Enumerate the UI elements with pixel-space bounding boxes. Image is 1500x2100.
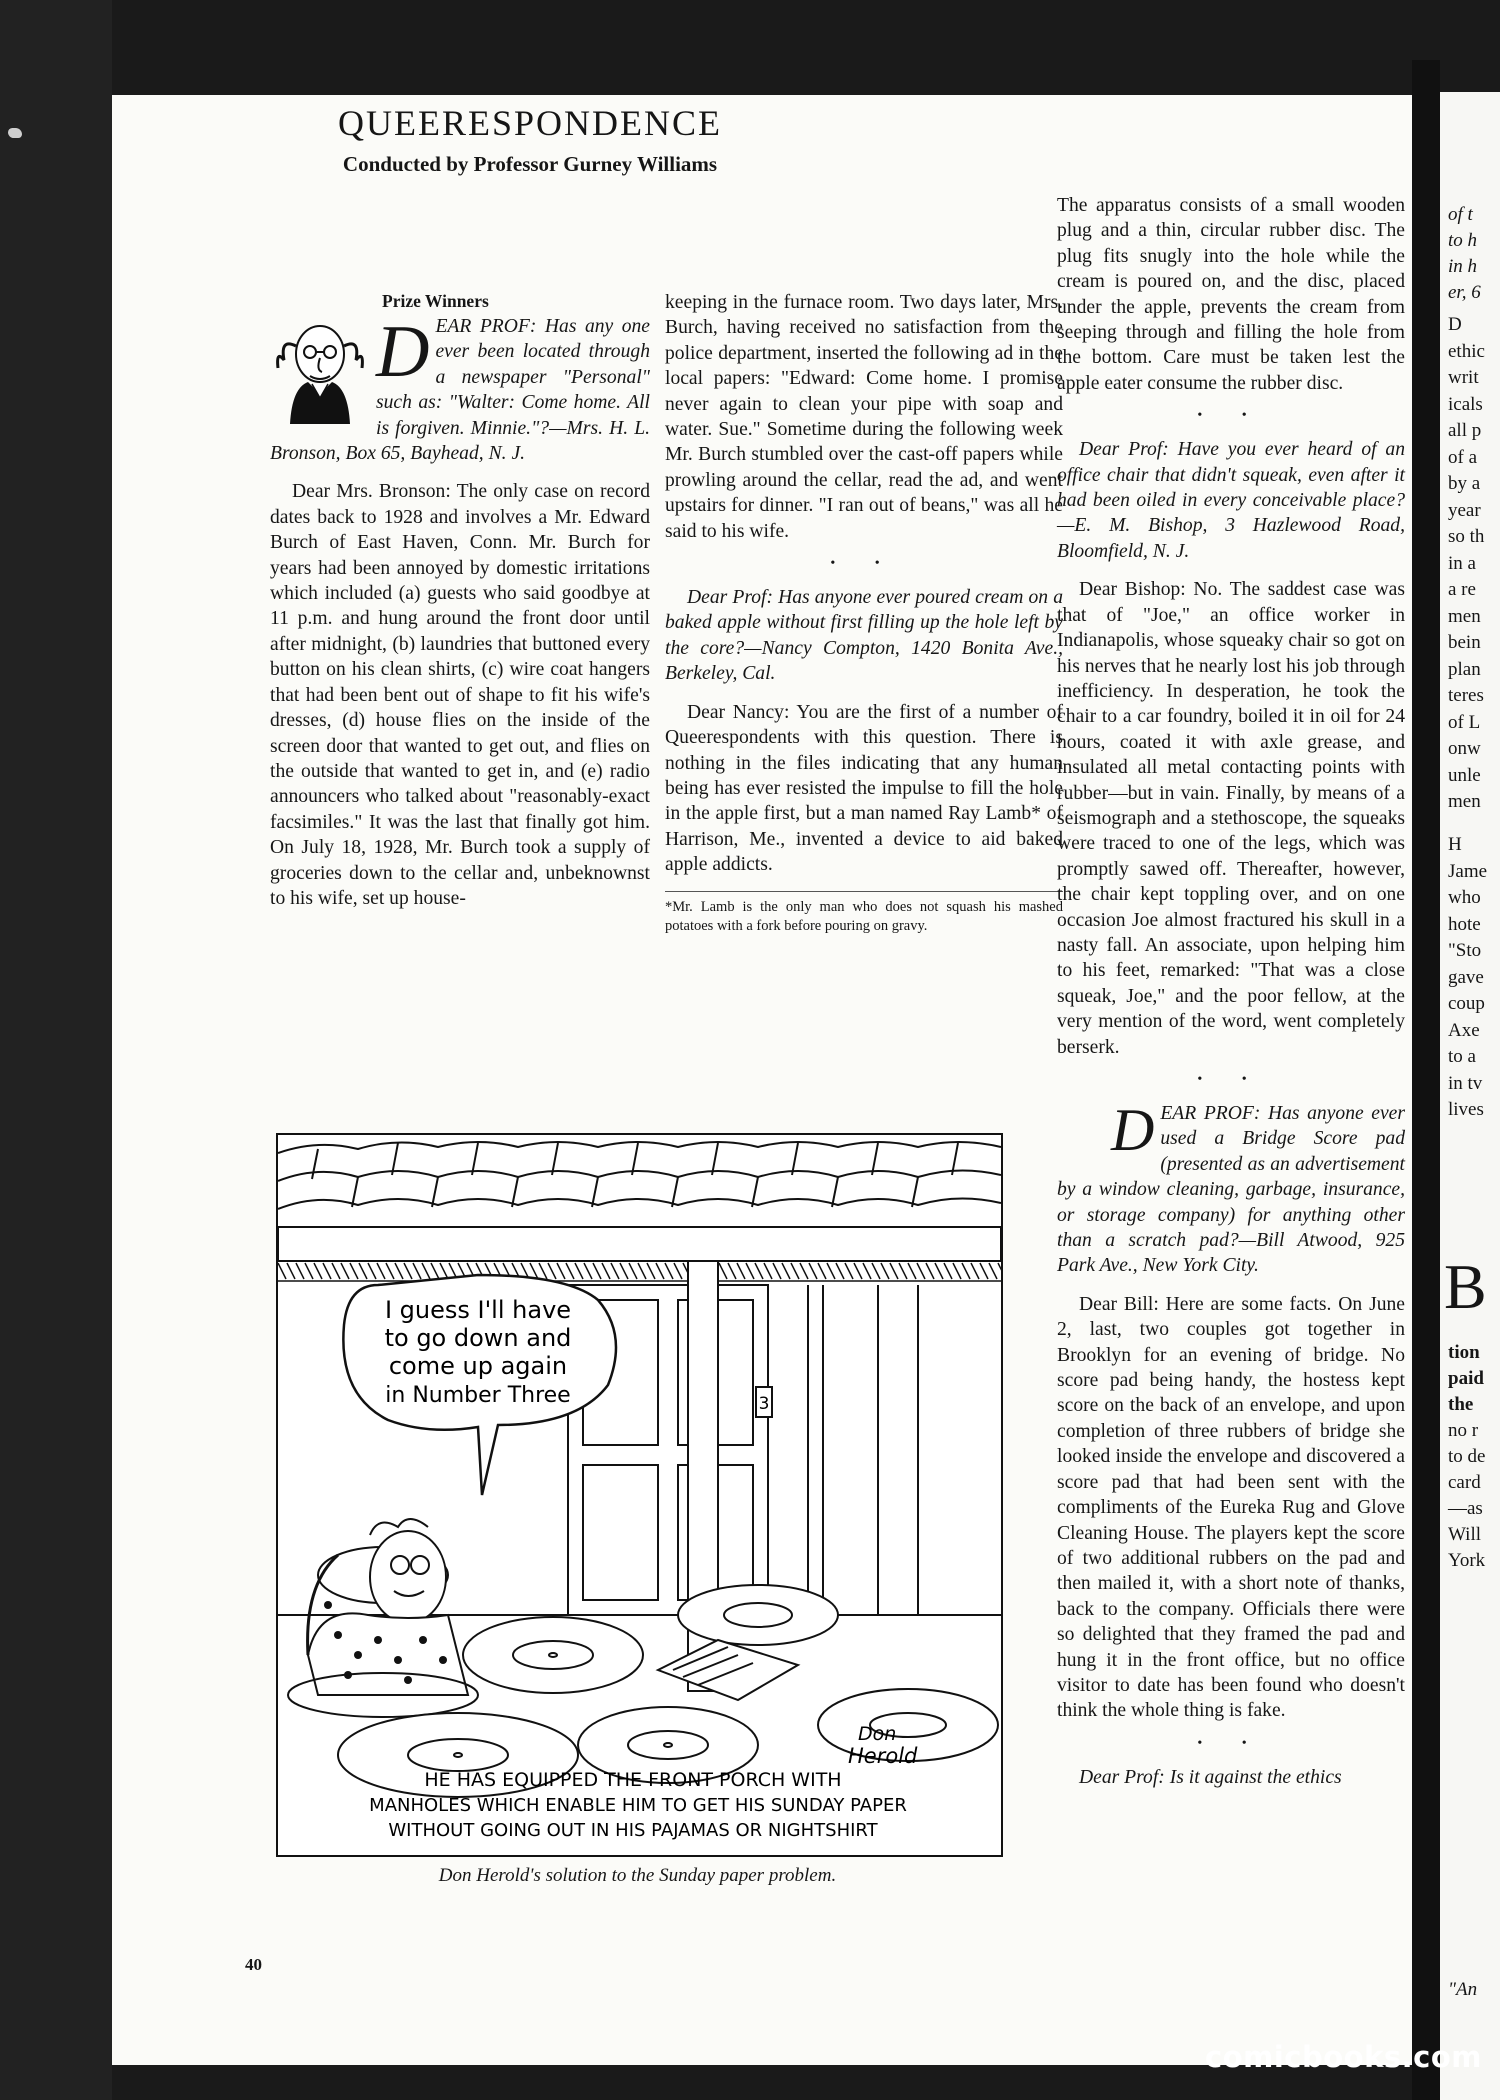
next-page-fragment: of a [1448, 446, 1478, 468]
railing-hatch-mark [764, 1263, 772, 1279]
railing-hatch-mark [737, 1263, 745, 1279]
cartoon-caption-line-3: WITHOUT GOING OUT IN HIS PAJAMAS OR NIGHTSHIRT [388, 1820, 878, 1841]
railing-hatch-mark [575, 1263, 583, 1279]
letter2-answer: Dear Nancy: You are the first of a number of Queerespondents with this question. There is nothing in the files indicating that any human being has ever resisted the impulse to fill the hole in the apple first, but a man named Ray Lamb* of Harrison, Me., invented a device to aid baked apple addicts. [665, 701, 1063, 876]
next-page-fragment: in tv [1448, 1072, 1483, 1094]
next-page-fragment: icals [1448, 393, 1483, 415]
railing-hatch-mark [350, 1263, 358, 1279]
railing-hatch-mark [647, 1263, 655, 1279]
railing-hatch-mark [278, 1263, 286, 1279]
separator-dots: • • [1197, 1072, 1265, 1087]
next-page-fragment: paid [1448, 1368, 1484, 1389]
cartoon-panel [276, 1133, 1003, 1857]
letter4-question: EAR PROF: Has anyone ever used a Bridge Score pad (presented as an advertisement by a window cleaning, garbage, insurance, or storage company) for anything other than a scratch pad?—Bill Atwood, 925 Park Ave., New York City. [1057, 1103, 1405, 1277]
railing-hatch-mark [620, 1263, 628, 1279]
railing-hatch-mark [926, 1263, 934, 1279]
next-page-fragment: D [1448, 314, 1462, 335]
column-2 [665, 290, 1063, 936]
railing-hatch-mark [755, 1263, 763, 1279]
page-gutter [1412, 60, 1440, 2100]
prize-winners-label: Prize Winners [382, 291, 489, 311]
next-page-fragment: "An [1448, 1979, 1478, 2000]
next-page-fragment: plan [1448, 658, 1481, 680]
speech-line-3: come up again [388, 1352, 568, 1380]
railing-hatch-mark [440, 1263, 448, 1279]
watermark: comicbooks.com [1205, 2040, 1482, 2074]
next-page-fragment: bein [1448, 632, 1481, 653]
railing-hatch-mark [800, 1263, 808, 1279]
next-page-fragment: onw [1448, 738, 1481, 759]
next-page-fragment: er, 6 [1448, 282, 1481, 303]
railing-hatch-mark [593, 1263, 601, 1279]
letter1-answer: Dear Mrs. Bronson: The only case on record dates back to 1928 and involves a Mr. Edward Burch of East Haven, Conn. Mr. Burch for years had been annoyed by domestic irritations which included (a) guests who said goodbye at 11 p.m. and hung around the front door until after midnight, (b) laundries that buttoned every button on his clean shirts, (c) wire coat hangers that had been bent out of shape to fit his wife's dresses, (d) house flies on the inside of the screen door that wanted to get out, and flies on the outside that wanted to get in, and (e) radio announcers who talked about "reasonably-exact facsimiles." It was the last that finally got him. On July 18, 1928, Mr. Burch took a supply of groceries down to the cellar and, unbeknownst to his wife, set up house- [270, 481, 650, 909]
separator-dots: • • [830, 556, 898, 572]
next-page-fragment: of L [1448, 711, 1481, 733]
next-page-fragment: all p [1448, 420, 1482, 441]
railing-hatch-mark [296, 1263, 304, 1279]
next-page-fragment: no r [1448, 1420, 1479, 1441]
railing-hatch-mark [422, 1263, 430, 1279]
railing-hatch-mark [404, 1263, 412, 1279]
railing-hatch-mark [566, 1263, 574, 1279]
railing-hatch-mark [935, 1263, 943, 1279]
signature-line-2: Herold [848, 1744, 918, 1768]
railing-hatch-mark [314, 1263, 322, 1279]
railing-hatch-mark [602, 1263, 610, 1279]
railing-hatch-mark [989, 1263, 997, 1279]
letter2-answer-continued: The apparatus consists of a small wooden plug and a thin, circular rubber disc. The plug fits snugly into the hole while the cream is poured on, and the disc, placed under the apple, prevents the cream from seeping through and filling the hole from the bottom. Care must be taken lest the apple eater consume the rubber disc. [1057, 195, 1405, 394]
railing-hatch-mark [872, 1263, 880, 1279]
next-page-fragment: ethic [1448, 340, 1485, 362]
next-page-fragment: H [1448, 834, 1462, 855]
railing-hatch-mark [809, 1263, 817, 1279]
separator-dots: • • [1197, 1735, 1265, 1751]
railing-hatch-mark [881, 1263, 889, 1279]
letter3-question: Dear Prof: Have you ever heard of an office chair that didn't squeak, even after it had been oiled in every conceivable place?—E. M. Bishop, 3 Hazlewood Road, Bloomfield, N. J. [1057, 439, 1405, 562]
next-page-fragment: "Sto [1448, 940, 1482, 961]
next-page-fragment: hote [1448, 913, 1481, 935]
next-page-fragment: men [1448, 791, 1481, 812]
railing-hatch-mark [665, 1263, 673, 1279]
scan-border-left [0, 0, 112, 2100]
scan-speck [8, 128, 22, 138]
porch-roof [278, 1135, 1001, 1225]
letter5-question-start: Dear Prof: Is it against the ethics [1079, 1766, 1342, 1788]
railing-hatch-mark [863, 1263, 871, 1279]
dropcap-letter: D [1111, 1097, 1155, 1163]
railing-hatch-mark [944, 1263, 952, 1279]
railing-hatch-mark [971, 1263, 979, 1279]
railing-hatch-mark [548, 1263, 556, 1279]
next-page-fragment: to h [1448, 230, 1478, 251]
railing-hatch-mark [980, 1263, 988, 1279]
railing-hatch-mark [962, 1263, 970, 1279]
railing-hatch-mark [917, 1263, 925, 1279]
next-page-big-letter: B [1444, 1251, 1487, 1322]
railing-hatch-mark [854, 1263, 862, 1279]
railing-hatch-mark [539, 1263, 547, 1279]
next-page-fragment: to de [1448, 1446, 1486, 1467]
railing-hatch-mark [305, 1263, 313, 1279]
railing-hatch-mark [638, 1263, 646, 1279]
railing-hatch-mark [287, 1263, 295, 1279]
next-page-fragment: in h [1448, 256, 1478, 277]
railing-hatch-mark [908, 1263, 916, 1279]
railing-hatch-mark [377, 1263, 385, 1279]
cartoon-drawing [278, 1135, 1001, 1855]
cartoon-caption-line-1: HE HAS EQUIPPED THE FRONT PORCH WITH [424, 1769, 842, 1791]
page-number: 40 [245, 1955, 262, 1974]
letter3-answer: Dear Bishop: No. The saddest case was that of "Joe," an office worker in Indianapolis, whose squeaky chair so got on his nerves that he nearly lost his job through inefficiency. In desperation, he took the chair to a car foundry, boiled it in oil for 24 hours, coated it with axle grease, and insulated all metal contacting points with rubber—but in vain. Finally, by means of a seismograph and a stethoscope, the squeaks were traced to one of the legs, which was promptly sawed off. Thereafter, however, the chair kept toppling over, and on one occasion Joe almost fractured his skull in a nasty fall. An associate, upon helping him to his feet, remarked: "That was a close squeak, Joe," and the poor fellow, at the very mention of the word, went completely berserk. [1057, 579, 1405, 1058]
railing-hatch-mark [782, 1263, 790, 1279]
railing-hatch-mark [953, 1263, 961, 1279]
railing-hatch-mark [719, 1263, 727, 1279]
professor-portrait-icon [270, 316, 370, 426]
next-page-fragment: year [1448, 499, 1481, 521]
speech-line-2: to go down and [384, 1324, 572, 1352]
separator-dots: • • [1197, 408, 1265, 424]
dropcap-letter: D [376, 311, 430, 393]
railing-hatch-mark [323, 1263, 331, 1279]
railing-hatch-mark [728, 1263, 736, 1279]
railing-hatch-mark [413, 1263, 421, 1279]
next-page-fragment: writ [1448, 367, 1479, 388]
railing-hatch-mark [359, 1263, 367, 1279]
figure-caption: Don Herold's solution to the Sunday paper problem. [438, 1865, 837, 1886]
letter4-answer: Dear Bill: Here are some facts. On June 2, last, two couples got together in Brooklyn for an evening of bridge. No score pad being handy, the hostess kept score on the back of an envelope, and upon completion of three rubbers of bridge she looked inside the envelope and discovered a score pad that had been sent with the compliments of the Eureka Rug and Glove Cleaning House. The players kept the score of two additional rubbers on the pad and then mailed it, with a short note of thanks, back to the company. Officials there were so delighted that they framed the pad and hung it in the front office, but no office visitor to date has been found who doesn't think the whole thing is fake. [1057, 1293, 1405, 1722]
next-page-fragment: to a [1448, 1046, 1476, 1067]
next-page-fragment: Will [1448, 1524, 1482, 1545]
next-page-fragment: of t [1448, 204, 1473, 225]
next-page-fragment: Jame [1448, 860, 1488, 882]
next-page-fragment: a re [1448, 579, 1476, 600]
railing-hatch-mark [791, 1263, 799, 1279]
next-page-fragment: York [1448, 1550, 1486, 1571]
next-page-fragment: in a [1448, 552, 1476, 574]
door-number: 3 [758, 1394, 770, 1414]
next-page-fragment: gave [1448, 966, 1484, 988]
next-page-fragment: the [1448, 1394, 1474, 1415]
railing-hatch-mark [431, 1263, 439, 1279]
railing-hatch-mark [818, 1263, 826, 1279]
next-page-fragment: tion [1448, 1342, 1480, 1363]
next-page-fragment: so th [1448, 526, 1485, 547]
speech-line-4: in Number Three [385, 1383, 571, 1408]
letter1-question: EAR PROF: Has any one ever been located through a newspaper "Personal" such as: "Walter: Come home. All is forgiven. Minnie."?—Mrs. H. L. Bronson, Box 65, Bayhead, N. J. [270, 316, 650, 465]
next-page-fragment: Axe [1448, 1019, 1480, 1041]
railing-hatch-mark [845, 1263, 853, 1279]
railing-hatch-mark [584, 1263, 592, 1279]
railing-hatch-mark [386, 1263, 394, 1279]
footnote: *Mr. Lamb is the only man who does not squash his mashed potatoes with a fork before pouring on gravy. [665, 891, 1063, 936]
man-in-pajamas [288, 1519, 478, 1717]
speech-line-1: I guess I'll have [384, 1296, 572, 1324]
letter1-answer-continued: keeping in the furnace room. Two days later, Mrs. Burch, having received no satisfaction from the police department, inserted the following ad in the local papers: "Edward: Come home. I promise never again to clean your pipe with soap and water. Sue." Sometime during the following week Mr. Burch stumbled over the cast-off papers while prowling around the cellar, read the ad, and went upstairs for dinner. "I ran out of beans," was all he said to his wife. [665, 292, 1063, 542]
railing-hatch-mark [368, 1263, 376, 1279]
signature-line-1: Don [858, 1723, 897, 1745]
railing-hatch-mark [746, 1263, 754, 1279]
cartoon-caption-line-2: MANHOLES WHICH ENABLE HIM TO GET HIS SUNDAY PAPER [369, 1795, 907, 1816]
sunday-newspaper [658, 1640, 798, 1700]
railing-hatch-mark [395, 1263, 403, 1279]
letter2-question: Dear Prof: Has anyone ever poured cream on a baked apple without first filling up the hole left by the core?—Nancy Compton, 1420 Bonita Ave., Berkeley, Cal. [665, 587, 1063, 685]
next-page-fragment: card [1448, 1472, 1481, 1493]
porch-beam [278, 1227, 1001, 1261]
next-page-fragment: who [1448, 887, 1481, 908]
next-page-edge [1440, 92, 1500, 2100]
railing-hatch-mark [332, 1263, 340, 1279]
column-3 [1057, 193, 1405, 1803]
railing-hatch-mark [341, 1263, 349, 1279]
railing-hatch-mark [890, 1263, 898, 1279]
next-page-fragment: coup [1448, 993, 1485, 1014]
railing-hatch-mark [557, 1263, 565, 1279]
article-title: QUEERESPONDENCE [337, 103, 722, 143]
article-byline: Conducted by Professor Gurney Williams [342, 152, 718, 176]
next-page-fragment: by a [1448, 473, 1481, 494]
railing-hatch-mark [611, 1263, 619, 1279]
next-page-fragment: men [1448, 605, 1481, 627]
railing-hatch-mark [656, 1263, 664, 1279]
next-page-fragment: lives [1448, 1099, 1484, 1120]
railing-hatch-mark [899, 1263, 907, 1279]
railing-hatch-mark [998, 1263, 1001, 1279]
railing-hatch-mark [674, 1263, 682, 1279]
next-page-fragment: unle [1448, 764, 1481, 786]
next-page-fragment: —as [1448, 1498, 1483, 1519]
column-1 [270, 290, 650, 924]
railing-hatch-mark [836, 1263, 844, 1279]
railing-hatch-mark [773, 1263, 781, 1279]
railing-hatch-mark [827, 1263, 835, 1279]
next-page-fragment: teres [1448, 685, 1484, 706]
railing-hatch-mark [629, 1263, 637, 1279]
